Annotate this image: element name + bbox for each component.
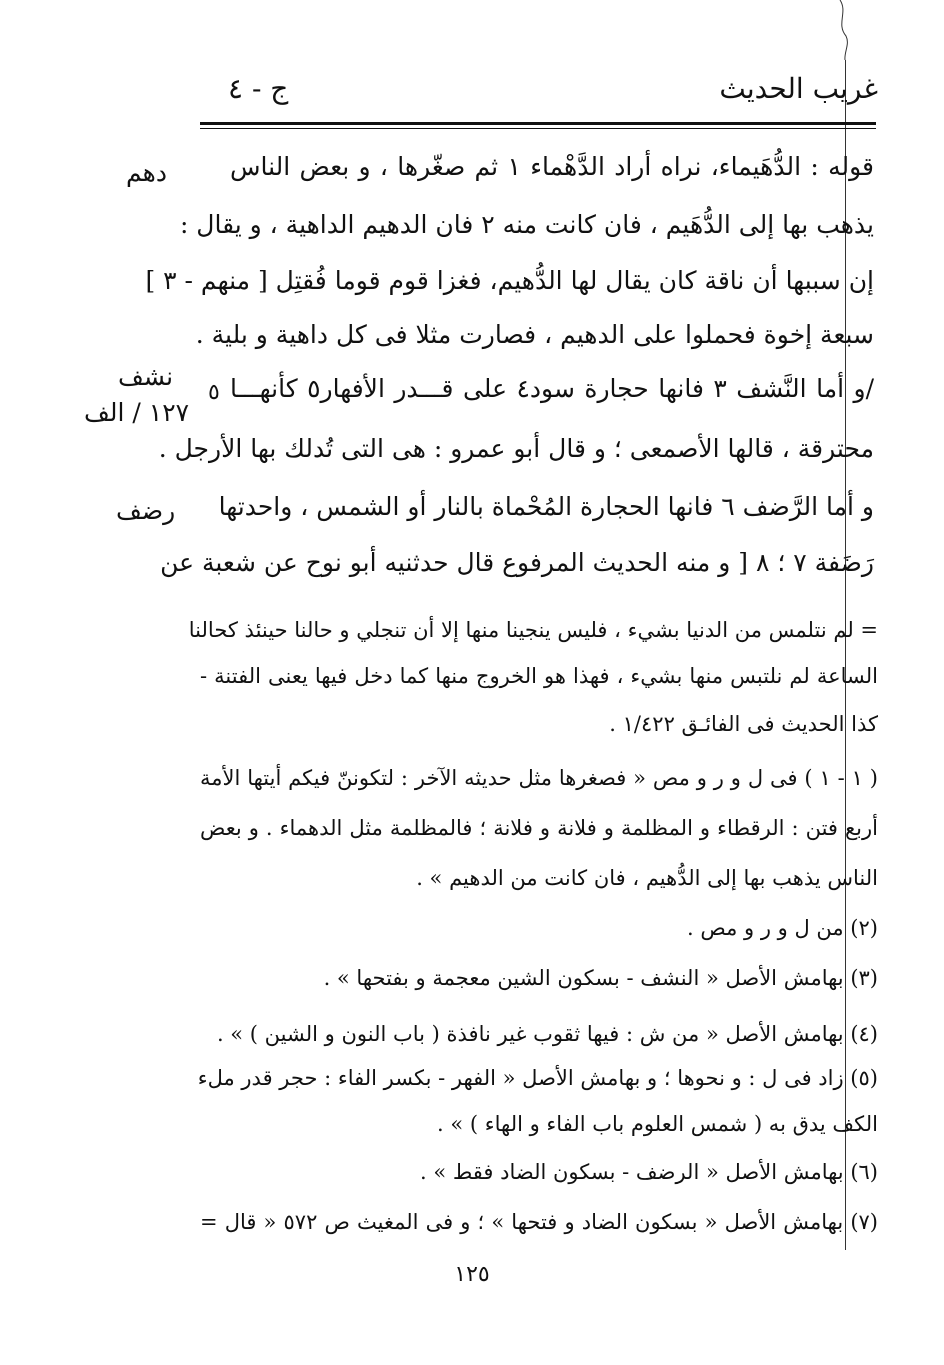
main-text-line: محترقة ، قالها الأصمعى ؛ و قال أبو عمرو : هى التى تُدلك بها الأرجل . (158, 434, 874, 463)
footnote-line: (٧) بهامش الأصل « بسكون الضاد و فتحها » ؛ و فى المغيث ص ٥٧٢ « قال = (200, 1210, 878, 1234)
footnote-line: الساعة لم نلتبس منها بشيء ، فهذا هو الخروج منها كما دخل فيها يعنى الفتنة - (200, 664, 878, 688)
footnote-line: الكف يدق به ( شمس العلوم باب الفاء و الهاء ) » . (437, 1112, 878, 1136)
main-text-line: قوله : الدُّهَيماء، نراه أراد الدَّهْماء ١ ثم صغّرها ، و بعض الناس (230, 152, 874, 181)
page-number: ١٢٥ (454, 1262, 490, 1287)
footnote-line: (٥) زاد فى ل : و نحوها ؛ و بهامش الأصل « الفهر - بكسر الفاء : حجر قدر ملء (197, 1066, 878, 1090)
volume-label: ج - ٤ (228, 72, 289, 105)
main-text-line: إن سببها أن ناقة كان يقال لها الدُّهيم، فغزا قوم قوما فُقتِل [ منهم - ٣ ] (145, 266, 874, 295)
footnote-line: الناس يذهب بها إلى الدُّهيم ، فان كانت من الدهيم » . (416, 866, 878, 890)
main-text-line: سبعة إخوة فحملوا على الدهيم ، فصارت مثلا فى كل داهية و بلية . (195, 320, 874, 349)
main-text-line: يذهب بها إلى الدُّهَيم ، فان كانت منه ٢ فان الدهيم الداهية ، و يقال : (179, 210, 874, 239)
margin-keyword-nashf: نشف (118, 362, 174, 391)
footnote-line: ( ١ - ١ ) فى ل و ر و مص « فصغرها مثل حديثه الآخر : لتكوننّ فيكم أيتها الأمة (200, 766, 878, 790)
margin-folio-ref: ١٢٧ / الف (84, 398, 190, 427)
margin-line-number: ٥ (208, 380, 220, 405)
header-rule-thin (200, 128, 876, 129)
footnote-line: (٣) بهامش الأصل « النشف - بسكون الشين معجمة و بفتحها » . (323, 966, 878, 990)
footnote-line: كذا الحديث فى الفائـق ١/٤٢٢ . (609, 712, 878, 736)
main-text-line: و أما الرَّضف ٦ فانها الحجارة المُحْماة بالنار أو الشمس ، واحدتها (218, 492, 874, 521)
header-rule-thick (200, 122, 876, 125)
running-title: غريب الحديث (719, 72, 878, 105)
margin-keyword-radf: رضف (116, 496, 176, 525)
footnote-line: أربع فتن : الرقطاء و المظلمة و فلانة و فلانة ؛ فالمظلمة مثل الدهماء . و بعض (200, 816, 878, 840)
footnote-line: (٦) بهامش الأصل « الرضف - بسكون الضاد فقط » . (419, 1160, 878, 1184)
footnote-line: (٤) بهامش الأصل « من ش : فيها ثقوب غير نافذة ( باب النون و الشين ) » . (216, 1022, 878, 1046)
main-text-line: /و أما النَّشف ٣ فانها حجارة سود٤ على قـــدر الأفهار٥ كأنهـــا (230, 374, 874, 403)
footnote-line: = لم نتلمس من الدنيا بشيء ، فليس ينجينا منها إلا أن تنجلي و حالنا حينئذ كحالنا (188, 618, 878, 642)
binding-curl-mark (826, 0, 866, 60)
margin-keyword-dahm: دهم (126, 158, 167, 187)
footnote-line: (٢) من ل و ر و مص . (687, 916, 878, 940)
main-text-line: رَضَفة ٧ ؛ ٨ [ و منه الحديث المرفوع قال حدثنيه أبو نوح عن شعبة عن (160, 548, 874, 577)
